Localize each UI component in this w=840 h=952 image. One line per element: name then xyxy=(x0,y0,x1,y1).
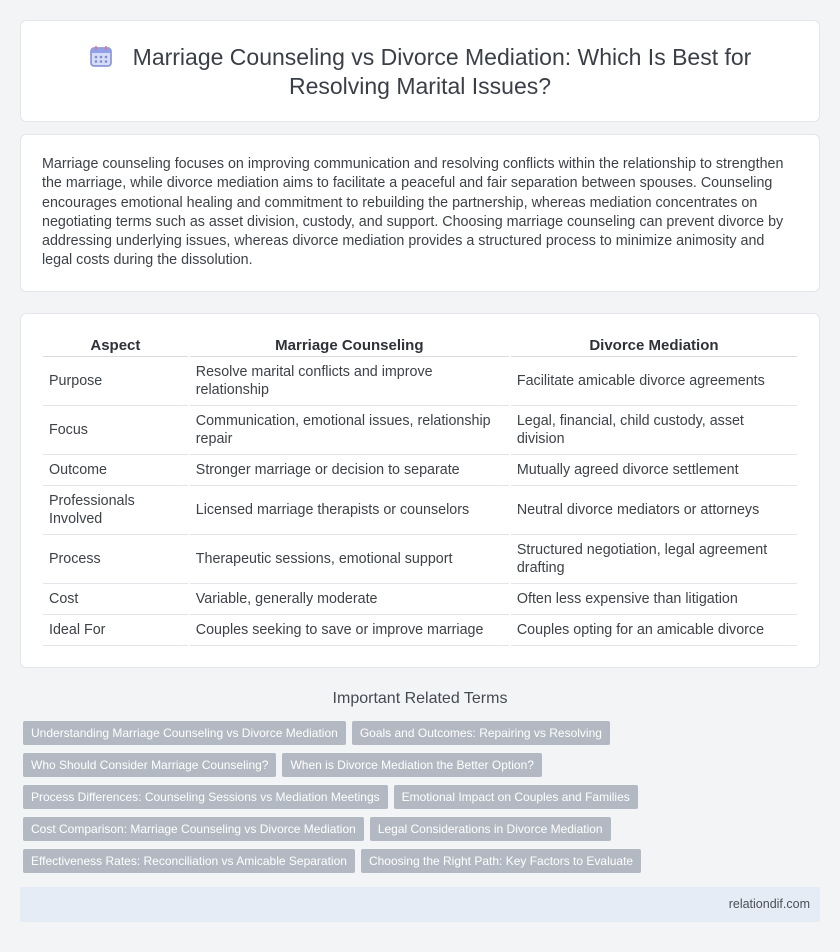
related-terms-list xyxy=(23,721,823,881)
related-term-tag[interactable]: Understanding Marriage Counseling vs Divorce Mediation xyxy=(23,721,346,745)
aspect-cell: Process xyxy=(43,535,188,584)
footer xyxy=(20,887,820,922)
counseling-cell: Therapeutic sessions, emotional support xyxy=(190,535,509,584)
footer-site-link[interactable]: relationdif.com xyxy=(728,897,810,911)
table-row xyxy=(43,406,797,455)
aspect-cell: Cost xyxy=(43,584,188,615)
mediation-cell: Structured negotiation, legal agreement drafting xyxy=(511,535,797,584)
table-row xyxy=(43,455,797,486)
related-term-tag[interactable]: Effectiveness Rates: Reconciliation vs Amicable Separation xyxy=(23,849,355,873)
aspect-cell: Professionals Involved xyxy=(43,486,188,535)
counseling-cell: Licensed marriage therapists or counselors xyxy=(190,486,509,535)
page-title: Marriage Counseling vs Divorce Mediation: Which Is Best for Resolving Marital Issues? xyxy=(132,44,752,99)
related-term-tag[interactable]: Who Should Consider Marriage Counseling? xyxy=(23,753,276,777)
aspect-cell: Outcome xyxy=(43,455,188,486)
title-card xyxy=(20,20,820,122)
counseling-cell: Couples seeking to save or improve marriage xyxy=(190,615,509,646)
mediation-cell: Mutually agreed divorce settlement xyxy=(511,455,797,486)
table-row xyxy=(43,357,797,406)
column-header: Marriage Counseling xyxy=(190,334,509,357)
table-row xyxy=(43,615,797,646)
mediation-cell: Legal, financial, child custody, asset division xyxy=(511,406,797,455)
aspect-cell: Focus xyxy=(43,406,188,455)
mediation-cell: Couples opting for an amicable divorce xyxy=(511,615,797,646)
aspect-cell: Purpose xyxy=(43,357,188,406)
counseling-cell: Resolve marital conflicts and improve relationship xyxy=(190,357,509,406)
related-terms-heading: Important Related Terms xyxy=(332,690,508,707)
calendar-icon xyxy=(89,44,113,68)
counseling-cell: Stronger marriage or decision to separate xyxy=(190,455,509,486)
related-term-tag[interactable]: Emotional Impact on Couples and Families xyxy=(394,785,638,809)
table-row xyxy=(43,486,797,535)
intro-card xyxy=(20,134,820,292)
related-term-tag[interactable]: Process Differences: Counseling Sessions vs Mediation Meetings xyxy=(23,785,388,809)
mediation-cell: Facilitate amicable divorce agreements xyxy=(511,357,797,406)
column-header: Aspect xyxy=(43,334,188,357)
counseling-cell: Variable, generally moderate xyxy=(190,584,509,615)
comparison-table xyxy=(41,334,799,646)
table-header-row xyxy=(43,334,797,357)
table-row xyxy=(43,584,797,615)
column-header: Divorce Mediation xyxy=(511,334,797,357)
related-term-tag[interactable]: When is Divorce Mediation the Better Option? xyxy=(282,753,541,777)
table-row xyxy=(43,535,797,584)
related-term-tag[interactable]: Goals and Outcomes: Repairing vs Resolving xyxy=(352,721,610,745)
related-term-tag[interactable]: Cost Comparison: Marriage Counseling vs Divorce Mediation xyxy=(23,817,364,841)
page-title-wrap xyxy=(61,43,779,101)
aspect-cell: Ideal For xyxy=(43,615,188,646)
counseling-cell: Communication, emotional issues, relationship repair xyxy=(190,406,509,455)
related-term-tag[interactable]: Choosing the Right Path: Key Factors to Evaluate xyxy=(361,849,641,873)
mediation-cell: Often less expensive than litigation xyxy=(511,584,797,615)
intro-paragraph: Marriage counseling focuses on improving communication and resolving conflicts within the relationship to strengthen the marriage, while divorce mediation aims to facilitate a peaceful and fair separation between spouses. Counseling encourages emotional healing and commitment to rebuilding the partnership, whereas mediation concentrates on negotiating terms such as asset division, custody, and support. Choosing marriage counseling can prevent divorce by addressing underlying issues, whereas divorce mediation provides a structured process to minimize animosity and legal costs during the dissolution. xyxy=(42,156,784,269)
mediation-cell: Neutral divorce mediators or attorneys xyxy=(511,486,797,535)
comparison-card xyxy=(20,313,820,668)
related-term-tag[interactable]: Legal Considerations in Divorce Mediation xyxy=(370,817,611,841)
